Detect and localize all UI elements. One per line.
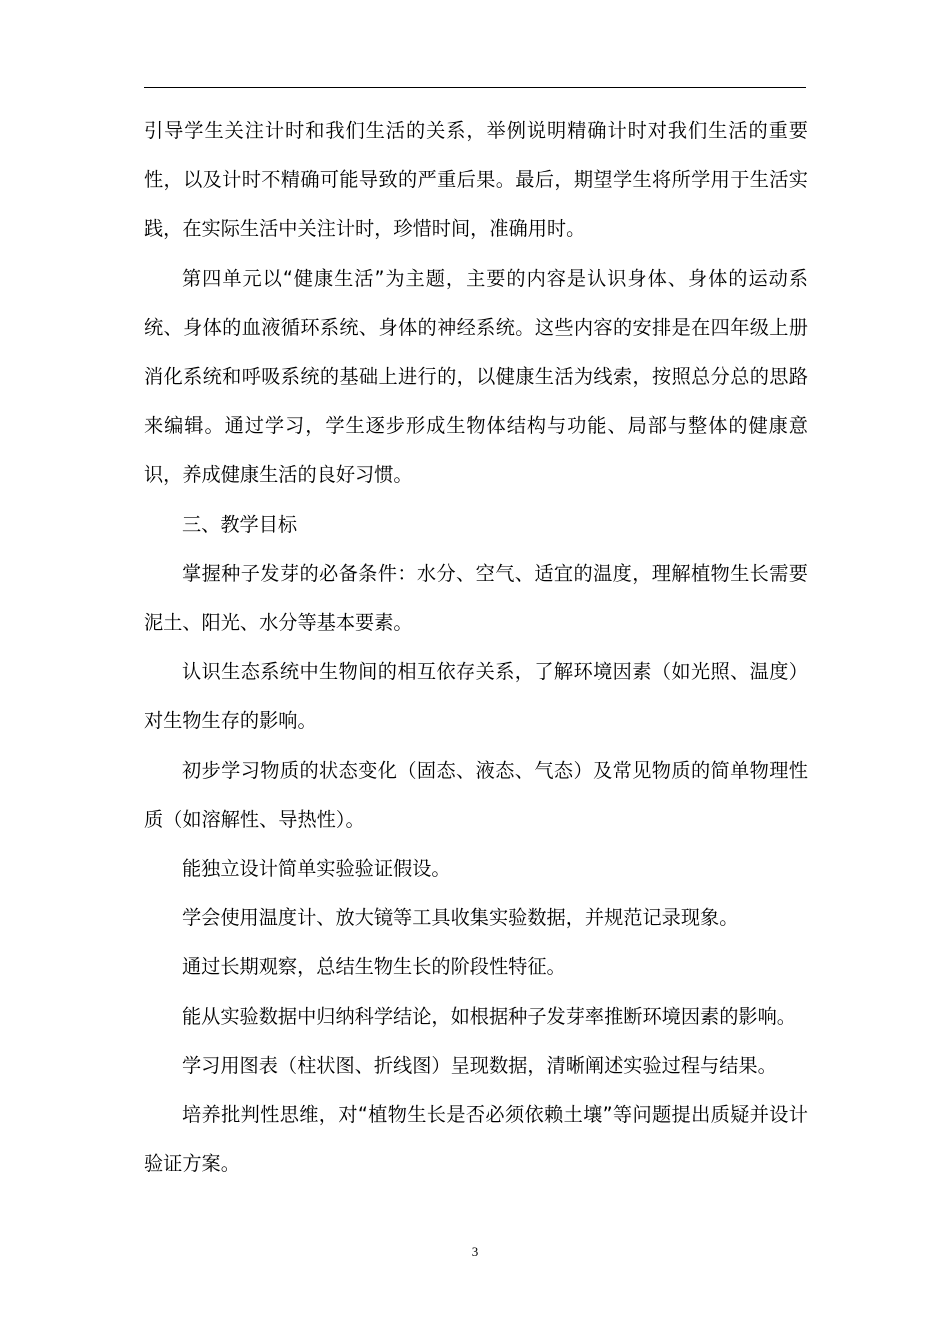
section-heading-teaching-goals: 三、教学目标 [182,512,298,536]
goal-ecosystem: 认识生态系统中生物间的相互依存关系，了解环境因素（如光照、温度）对生物生存的影响。 [144,660,808,733]
page-number: 3 [471,1244,479,1259]
goal-states-of-matter: 初步学习物质的状态变化（固态、液态、气态）及常见物质的简单物理性质（如溶解性、导热性）。 [144,758,808,831]
goal-critical-thinking: 培养批判性思维，对“植物生长是否必须依赖土壤”等问题提出质疑并设计验证方案。 [144,1103,808,1176]
paragraph-unit-four: 第四单元以“健康生活”为主题，主要的内容是认识身体、身体的运动系统、身体的血液循环系统、身体的神经系统。这些内容的安排是在四年级上册消化系统和呼吸系统的基础上进行的，以健康生活为线索，按照总分总的思路来编辑。通过学习，学生逐步形成生物体结构与功能、局部与整体的健康意识，养成健康生活的良好习惯。 [144,266,808,487]
goal-experiment-design: 能独立设计简单实验验证假设。 [182,857,451,881]
goal-seed-germination: 掌握种子发芽的必备条件：水分、空气、适宜的温度，理解植物生长需要泥土、阳光、水分等基本要素。 [144,561,808,635]
goal-observation: 通过长期观察，总结生物生长的阶段性特征。 [182,955,566,979]
goal-conclusions: 能从实验数据中归纳科学结论，如根据种子发芽率推断环境因素的影响。 [182,1004,796,1028]
body-text [144,106,808,1188]
paragraph-timing-continued: 引导学生关注计时和我们生活的关系，举例说明精确计时对我们生活的重要性，以及计时不精确可能导致的严重后果。最后，期望学生将所学用于生活实践，在实际生活中关注计时，珍惜时间，准确用时。 [144,119,808,241]
goal-tools-data: 学会使用温度计、放大镜等工具收集实验数据，并规范记录现象。 [182,906,739,930]
goal-charts: 学习用图表（柱状图、折线图）呈现数据，清晰阐述实验过程与结果。 [182,1053,777,1077]
header-rule [144,87,806,88]
